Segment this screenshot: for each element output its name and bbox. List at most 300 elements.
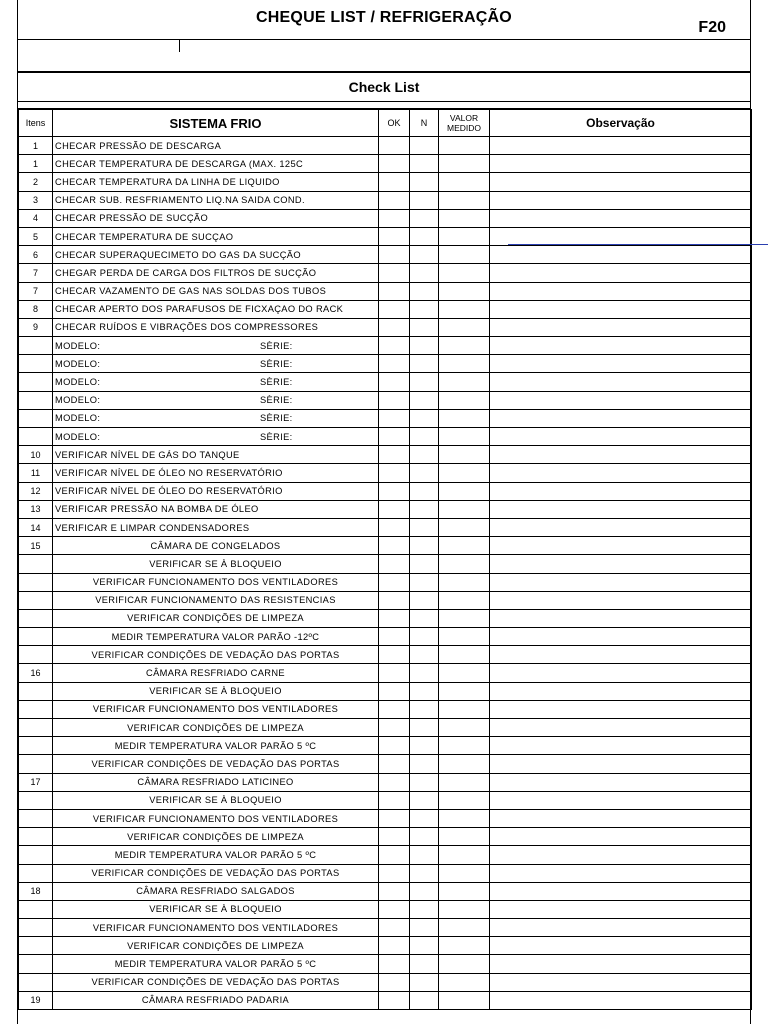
- check-item-text: VERIFICAR FUNCIONAMENTO DOS VENTILADORES: [53, 919, 379, 937]
- observation-cell[interactable]: [490, 573, 752, 591]
- observation-cell[interactable]: [490, 646, 752, 664]
- observation-cell[interactable]: [490, 791, 752, 809]
- observation-cell[interactable]: [490, 755, 752, 773]
- item-number: [19, 682, 53, 700]
- n-cell[interactable]: [410, 500, 439, 518]
- model-label: MODELO:: [55, 395, 101, 406]
- item-number: 6: [19, 246, 53, 264]
- ok-cell[interactable]: [379, 264, 410, 282]
- value-cell[interactable]: [439, 337, 490, 355]
- n-cell[interactable]: [410, 537, 439, 555]
- observation-cell[interactable]: [490, 227, 752, 245]
- item-number: [19, 573, 53, 591]
- value-cell[interactable]: [439, 409, 490, 427]
- observation-cell[interactable]: [490, 355, 752, 373]
- n-cell[interactable]: [410, 300, 439, 318]
- check-item-text: VERIFICAR SE À BLOQUEIO: [53, 555, 379, 573]
- check-item-text: CHECAR TEMPERATURA DE DESCARGA (MAX. 125C: [53, 155, 379, 173]
- value-cell[interactable]: [439, 882, 490, 900]
- table-row: [19, 864, 752, 882]
- observation-cell[interactable]: [490, 919, 752, 937]
- item-number: 19: [19, 991, 53, 1009]
- n-cell[interactable]: [410, 591, 439, 609]
- ok-cell[interactable]: [379, 137, 410, 155]
- check-item-text: MEDIR TEMPERATURA VALOR PARÃO -12ºC: [53, 628, 379, 646]
- observation-cell[interactable]: [490, 464, 752, 482]
- serial-label: SÈRIE:: [260, 340, 293, 351]
- value-cell[interactable]: [439, 973, 490, 991]
- ok-cell[interactable]: [379, 391, 410, 409]
- table-row: [19, 391, 752, 409]
- n-cell[interactable]: [410, 337, 439, 355]
- item-number: [19, 609, 53, 627]
- ok-cell[interactable]: [379, 300, 410, 318]
- n-cell[interactable]: [410, 628, 439, 646]
- n-cell[interactable]: [410, 464, 439, 482]
- ok-cell[interactable]: [379, 191, 410, 209]
- item-number: [19, 919, 53, 937]
- value-cell[interactable]: [439, 955, 490, 973]
- check-item-text: CHECAR PRESSÃO DE DESCARGA: [53, 137, 379, 155]
- n-cell[interactable]: [410, 355, 439, 373]
- ok-cell[interactable]: [379, 991, 410, 1009]
- col-header-value: [439, 110, 490, 137]
- item-number: [19, 337, 53, 355]
- ok-cell[interactable]: [379, 882, 410, 900]
- check-item-text: VERIFICAR CONDIÇÕES DE LIMPEZA: [53, 828, 379, 846]
- n-cell[interactable]: [410, 864, 439, 882]
- item-number: 1: [19, 155, 53, 173]
- table-row: [19, 246, 752, 264]
- ok-cell[interactable]: [379, 573, 410, 591]
- table-row: [19, 537, 752, 555]
- ok-cell[interactable]: [379, 555, 410, 573]
- item-number: [19, 428, 53, 446]
- value-cell[interactable]: [439, 682, 490, 700]
- observation-cell[interactable]: [490, 737, 752, 755]
- table-row: [19, 573, 752, 591]
- observation-cell[interactable]: [490, 682, 752, 700]
- value-cell[interactable]: [439, 155, 490, 173]
- ok-cell[interactable]: [379, 155, 410, 173]
- observation-cell[interactable]: [490, 937, 752, 955]
- ok-cell[interactable]: [379, 919, 410, 937]
- col-header-items: Itens: [19, 110, 53, 137]
- col-header-ok: OK: [379, 110, 410, 137]
- value-cell[interactable]: [439, 755, 490, 773]
- serial-label: SÈRIE:: [260, 413, 293, 424]
- check-item-text: CHECAR RUÍDOS E VIBRAÇÕES DOS COMPRESSORES: [53, 318, 379, 336]
- serial-label: SÈRIE:: [260, 431, 293, 442]
- observation-cell[interactable]: [490, 555, 752, 573]
- table-row: [19, 773, 752, 791]
- check-item-text: VERIFICAR CONDIÇÕES DE LIMPEZA: [53, 719, 379, 737]
- n-cell[interactable]: [410, 900, 439, 918]
- check-item-text: CÂMARA RESFRIADO PADARIA: [53, 991, 379, 1009]
- observation-cell[interactable]: [490, 500, 752, 518]
- ok-cell[interactable]: [379, 428, 410, 446]
- ok-cell[interactable]: [379, 973, 410, 991]
- check-item-text: CHECAR TEMPERATURA DA LINHA DE LIQUIDO: [53, 173, 379, 191]
- observation-cell[interactable]: [490, 446, 752, 464]
- value-cell[interactable]: [439, 664, 490, 682]
- model-serial-cell: [53, 409, 379, 427]
- ok-cell[interactable]: [379, 209, 410, 227]
- n-cell[interactable]: [410, 737, 439, 755]
- n-cell[interactable]: [410, 937, 439, 955]
- item-number: [19, 737, 53, 755]
- value-cell[interactable]: [439, 173, 490, 191]
- ok-cell[interactable]: [379, 318, 410, 336]
- ok-cell[interactable]: [379, 755, 410, 773]
- n-cell[interactable]: [410, 227, 439, 245]
- serial-label: SÈRIE:: [260, 395, 293, 406]
- ok-cell[interactable]: [379, 537, 410, 555]
- ok-cell[interactable]: [379, 609, 410, 627]
- table-row: [19, 846, 752, 864]
- value-cell[interactable]: [439, 773, 490, 791]
- value-cell[interactable]: [439, 137, 490, 155]
- value-cell[interactable]: [439, 700, 490, 718]
- n-cell[interactable]: [410, 791, 439, 809]
- ok-cell[interactable]: [379, 355, 410, 373]
- ok-cell[interactable]: [379, 591, 410, 609]
- observation-cell[interactable]: [490, 209, 752, 227]
- ok-cell[interactable]: [379, 937, 410, 955]
- item-number: 15: [19, 537, 53, 555]
- selection-underline: [508, 244, 768, 245]
- item-number: [19, 373, 53, 391]
- table-row: [19, 809, 752, 827]
- value-cell[interactable]: [439, 864, 490, 882]
- col-header-observation: Observação: [490, 110, 752, 137]
- ok-cell[interactable]: [379, 227, 410, 245]
- ok-cell[interactable]: [379, 864, 410, 882]
- observation-cell[interactable]: [490, 246, 752, 264]
- ok-cell[interactable]: [379, 500, 410, 518]
- ok-cell[interactable]: [379, 409, 410, 427]
- ok-cell[interactable]: [379, 791, 410, 809]
- model-label: MODELO:: [55, 413, 101, 424]
- observation-cell[interactable]: [490, 955, 752, 973]
- ok-cell[interactable]: [379, 737, 410, 755]
- observation-cell[interactable]: [490, 482, 752, 500]
- value-cell[interactable]: [439, 246, 490, 264]
- item-number: 8: [19, 300, 53, 318]
- item-number: [19, 828, 53, 846]
- item-number: 10: [19, 446, 53, 464]
- item-number: 11: [19, 464, 53, 482]
- n-cell[interactable]: [410, 773, 439, 791]
- n-cell[interactable]: [410, 573, 439, 591]
- value-cell[interactable]: [439, 537, 490, 555]
- item-number: [19, 628, 53, 646]
- n-cell[interactable]: [410, 700, 439, 718]
- ok-cell[interactable]: [379, 664, 410, 682]
- ok-cell[interactable]: [379, 246, 410, 264]
- serial-label: SÈRIE:: [260, 377, 293, 388]
- table-row: [19, 428, 752, 446]
- value-cell[interactable]: [439, 555, 490, 573]
- check-item-text: CHECAR APERTO DOS PARAFUSOS DE FICXAÇAO DO RACK: [53, 300, 379, 318]
- observation-cell[interactable]: [490, 518, 752, 536]
- value-cell[interactable]: [439, 919, 490, 937]
- table-row: [19, 955, 752, 973]
- value-cell[interactable]: [439, 191, 490, 209]
- ok-cell[interactable]: [379, 373, 410, 391]
- observation-cell[interactable]: [490, 828, 752, 846]
- value-cell[interactable]: [439, 719, 490, 737]
- value-cell[interactable]: [439, 482, 490, 500]
- item-number: 12: [19, 482, 53, 500]
- ok-cell[interactable]: [379, 955, 410, 973]
- check-item-text: CÂMARA RESFRIADO SALGADOS: [53, 882, 379, 900]
- n-cell[interactable]: [410, 846, 439, 864]
- table-row: [19, 900, 752, 918]
- observation-cell[interactable]: [490, 719, 752, 737]
- check-item-text: VERIFICAR SE À BLOQUEIO: [53, 791, 379, 809]
- n-cell[interactable]: [410, 555, 439, 573]
- table-row: [19, 500, 752, 518]
- value-cell[interactable]: [439, 264, 490, 282]
- item-number: [19, 355, 53, 373]
- n-cell[interactable]: [410, 318, 439, 336]
- item-number: 17: [19, 773, 53, 791]
- observation-cell[interactable]: [490, 628, 752, 646]
- n-cell[interactable]: [410, 391, 439, 409]
- table-row: [19, 791, 752, 809]
- table-row: [19, 682, 752, 700]
- value-cell[interactable]: [439, 355, 490, 373]
- serial-label: SÈRIE:: [260, 358, 293, 369]
- observation-cell[interactable]: [490, 264, 752, 282]
- model-serial-cell: [53, 373, 379, 391]
- value-cell[interactable]: [439, 227, 490, 245]
- document-title: CHEQUE LIST / REFRIGERAÇÃO: [256, 9, 512, 26]
- subtitle-bar: [18, 73, 750, 102]
- observation-cell[interactable]: [490, 664, 752, 682]
- value-cell[interactable]: [439, 828, 490, 846]
- n-cell[interactable]: [410, 609, 439, 627]
- n-cell[interactable]: [410, 755, 439, 773]
- observation-cell[interactable]: [490, 155, 752, 173]
- n-cell[interactable]: [410, 264, 439, 282]
- observation-cell[interactable]: [490, 318, 752, 336]
- n-cell[interactable]: [410, 518, 439, 536]
- ok-cell[interactable]: [379, 682, 410, 700]
- observation-cell[interactable]: [490, 191, 752, 209]
- observation-cell[interactable]: [490, 900, 752, 918]
- observation-cell[interactable]: [490, 882, 752, 900]
- ok-cell[interactable]: [379, 173, 410, 191]
- table-row: [19, 646, 752, 664]
- observation-cell[interactable]: [490, 591, 752, 609]
- observation-cell[interactable]: [490, 864, 752, 882]
- check-item-text: CHECAR TEMPERATURA DE SUCÇAO: [53, 227, 379, 245]
- observation-cell[interactable]: [490, 409, 752, 427]
- ok-cell[interactable]: [379, 464, 410, 482]
- n-cell[interactable]: [410, 409, 439, 427]
- ok-cell[interactable]: [379, 337, 410, 355]
- model-label: MODELO:: [55, 377, 101, 388]
- n-cell[interactable]: [410, 282, 439, 300]
- ok-cell[interactable]: [379, 900, 410, 918]
- item-number: [19, 391, 53, 409]
- n-cell[interactable]: [410, 446, 439, 464]
- n-cell[interactable]: [410, 664, 439, 682]
- value-cell[interactable]: [439, 446, 490, 464]
- value-cell[interactable]: [439, 791, 490, 809]
- n-cell[interactable]: [410, 646, 439, 664]
- item-number: 5: [19, 227, 53, 245]
- ok-cell[interactable]: [379, 628, 410, 646]
- table-row: [19, 209, 752, 227]
- table-row: [19, 373, 752, 391]
- table-row: [19, 991, 752, 1009]
- n-cell[interactable]: [410, 155, 439, 173]
- n-cell[interactable]: [410, 682, 439, 700]
- model-label: MODELO:: [55, 431, 101, 442]
- n-cell[interactable]: [410, 428, 439, 446]
- value-cell[interactable]: [439, 573, 490, 591]
- item-number: [19, 646, 53, 664]
- ok-cell[interactable]: [379, 282, 410, 300]
- n-cell[interactable]: [410, 191, 439, 209]
- value-cell[interactable]: [439, 737, 490, 755]
- item-number: 1: [19, 137, 53, 155]
- observation-cell[interactable]: [490, 846, 752, 864]
- value-cell[interactable]: [439, 500, 490, 518]
- item-number: 14: [19, 518, 53, 536]
- check-item-text: CHECAR VAZAMENTO DE GAS NAS SOLDAS DOS TUBOS: [53, 282, 379, 300]
- n-cell[interactable]: [410, 809, 439, 827]
- table-row: [19, 137, 752, 155]
- value-cell[interactable]: [439, 300, 490, 318]
- item-number: [19, 591, 53, 609]
- item-number: [19, 791, 53, 809]
- value-cell[interactable]: [439, 373, 490, 391]
- table-row: [19, 337, 752, 355]
- observation-cell[interactable]: [490, 173, 752, 191]
- value-cell[interactable]: [439, 464, 490, 482]
- table-row: [19, 937, 752, 955]
- value-cell[interactable]: [439, 282, 490, 300]
- n-cell[interactable]: [410, 173, 439, 191]
- check-item-text: CHECAR PRESSÃO DE SUCÇÃO: [53, 209, 379, 227]
- ok-cell[interactable]: [379, 846, 410, 864]
- observation-cell[interactable]: [490, 973, 752, 991]
- ok-cell[interactable]: [379, 446, 410, 464]
- value-cell[interactable]: [439, 209, 490, 227]
- check-item-text: VERIFICAR CONDIÇÕES DE VEDAÇÃO DAS PORTAS: [53, 973, 379, 991]
- item-number: 7: [19, 282, 53, 300]
- observation-cell[interactable]: [490, 373, 752, 391]
- item-number: 4: [19, 209, 53, 227]
- n-cell[interactable]: [410, 882, 439, 900]
- ok-cell[interactable]: [379, 773, 410, 791]
- spacer-row: [18, 102, 750, 109]
- n-cell[interactable]: [410, 973, 439, 991]
- n-cell[interactable]: [410, 482, 439, 500]
- check-item-text: VERIFICAR FUNCIONAMENTO DOS VENTILADORES: [53, 700, 379, 718]
- ok-cell[interactable]: [379, 700, 410, 718]
- table-row: [19, 464, 752, 482]
- n-cell[interactable]: [410, 955, 439, 973]
- n-cell[interactable]: [410, 828, 439, 846]
- n-cell[interactable]: [410, 137, 439, 155]
- observation-cell[interactable]: [490, 137, 752, 155]
- check-item-text: MEDIR TEMPERATURA VALOR PARÃO 5 ºC: [53, 955, 379, 973]
- title-bar: [18, 0, 750, 40]
- ok-cell[interactable]: [379, 518, 410, 536]
- observation-cell[interactable]: [490, 773, 752, 791]
- value-cell[interactable]: [439, 646, 490, 664]
- observation-cell[interactable]: [490, 991, 752, 1009]
- value-cell[interactable]: [439, 428, 490, 446]
- table-row: [19, 355, 752, 373]
- observation-cell[interactable]: [490, 609, 752, 627]
- ok-cell[interactable]: [379, 646, 410, 664]
- observation-cell[interactable]: [490, 537, 752, 555]
- model-serial-cell: [53, 337, 379, 355]
- observation-cell[interactable]: [490, 391, 752, 409]
- n-cell[interactable]: [410, 991, 439, 1009]
- value-cell[interactable]: [439, 900, 490, 918]
- check-item-text: VERIFICAR FUNCIONAMENTO DOS VENTILADORES: [53, 809, 379, 827]
- model-serial-cell: [53, 355, 379, 373]
- model-label: MODELO:: [55, 340, 101, 351]
- ok-cell[interactable]: [379, 482, 410, 500]
- ok-cell[interactable]: [379, 828, 410, 846]
- observation-cell[interactable]: [490, 300, 752, 318]
- observation-cell[interactable]: [490, 700, 752, 718]
- value-cell[interactable]: [439, 318, 490, 336]
- value-cell[interactable]: [439, 609, 490, 627]
- value-cell[interactable]: [439, 628, 490, 646]
- n-cell[interactable]: [410, 719, 439, 737]
- n-cell[interactable]: [410, 373, 439, 391]
- n-cell[interactable]: [410, 209, 439, 227]
- value-cell[interactable]: [439, 591, 490, 609]
- check-item-text: VERIFICAR SE À BLOQUEIO: [53, 682, 379, 700]
- item-number: [19, 809, 53, 827]
- blank-entry-field[interactable]: [18, 39, 750, 73]
- table-row: [19, 737, 752, 755]
- observation-cell[interactable]: [490, 282, 752, 300]
- table-row: [19, 446, 752, 464]
- observation-cell[interactable]: [490, 337, 752, 355]
- table-row: [19, 227, 752, 245]
- n-cell[interactable]: [410, 246, 439, 264]
- item-number: [19, 973, 53, 991]
- value-cell[interactable]: [439, 518, 490, 536]
- check-item-text: MEDIR TEMPERATURA VALOR PARÃO 5 ºC: [53, 846, 379, 864]
- checklist-sheet: [17, 0, 751, 1024]
- n-cell[interactable]: [410, 919, 439, 937]
- observation-cell[interactable]: [490, 809, 752, 827]
- ok-cell[interactable]: [379, 719, 410, 737]
- value-cell[interactable]: [439, 937, 490, 955]
- form-code: F20: [698, 19, 726, 36]
- value-cell[interactable]: [439, 991, 490, 1009]
- ok-cell[interactable]: [379, 809, 410, 827]
- item-number: 3: [19, 191, 53, 209]
- value-cell[interactable]: [439, 846, 490, 864]
- value-cell[interactable]: [439, 809, 490, 827]
- observation-cell[interactable]: [490, 428, 752, 446]
- table-row: [19, 318, 752, 336]
- value-cell[interactable]: [439, 391, 490, 409]
